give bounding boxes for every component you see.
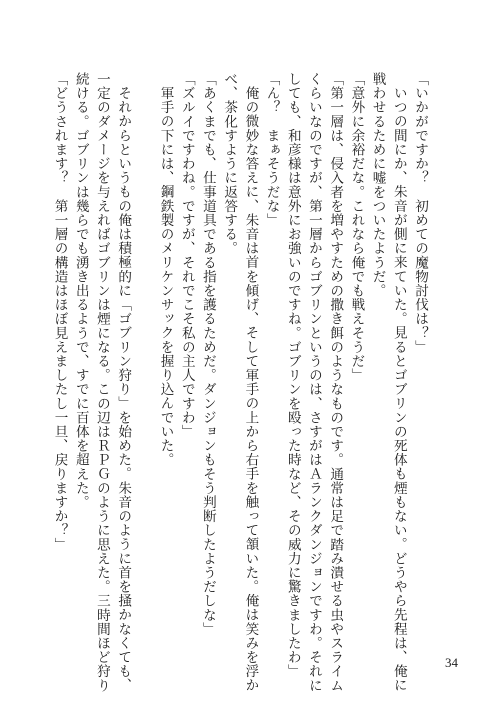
text-line: 「ん？ まぁそうだな」 xyxy=(263,72,280,228)
text-line: しても、和彦様は意外にお強いのですね。ゴブリンを殴った時など、その威力に驚きましたわ」 xyxy=(284,72,301,679)
text-line: べ、茶化すように返答する。 xyxy=(221,72,238,256)
text-line: 「意外に余裕だな。これなら俺でも戦えそうだ」 xyxy=(348,72,365,383)
text-line: 「第一層は、侵入者を増やすための撒き餌のようなものです。通常は足で踏み潰せる虫やスライム xyxy=(327,72,344,693)
text-line: 続ける。ゴブリンは幾らでも湧き出るようで、すでに百体を超えた。 xyxy=(72,72,89,510)
text-line: くらいなのですが、第一層からゴブリンというのは、さすがはＡランクダンジョンですわ。それに xyxy=(305,72,322,693)
text-line: 俺の微妙な答えに、朱音は首を傾げ、そして軍手の上から右手を触って頷いた。俺は笑みを浮か xyxy=(242,85,259,692)
text-line: 戦わせるために嘘をついたようだ。 xyxy=(369,72,386,298)
text-line: 一定のダメージを与えればゴブリンは煙になる。この辺はＲＰＧのように思えた。三時間ほど狩り xyxy=(93,72,110,693)
text-line: 「ズルイですわね。ですが、それでこそ私の主人ですわ」 xyxy=(178,72,195,439)
page-number: 34 xyxy=(445,655,458,670)
text-line: 「あくまでも、仕事道具である指を護るためだ。ダンジョンもそう判断したようだしな」 xyxy=(199,72,216,636)
text-line: 軍手の下には、鋼鉄製のメリケンサックを握り込んでいた。 xyxy=(157,85,174,467)
text-line: いつの間にか、朱音が側に来ていた。見るとゴブリンの死体も煙もない。どうやら先程は、俺に xyxy=(390,85,407,692)
text-line: 「いかがですか？ 初めての魔物討伐は？」 xyxy=(412,72,428,354)
text-line: それからというもの俺は積極的に「ゴブリン狩り」を始めた。朱音のように首を掻かなくても、 xyxy=(115,85,132,692)
vertical-text-body xyxy=(51,72,430,693)
text-line: 「どうされます？ 第一層の構造はほぼ見えましたし一旦、戻りますか？」 xyxy=(51,72,68,552)
